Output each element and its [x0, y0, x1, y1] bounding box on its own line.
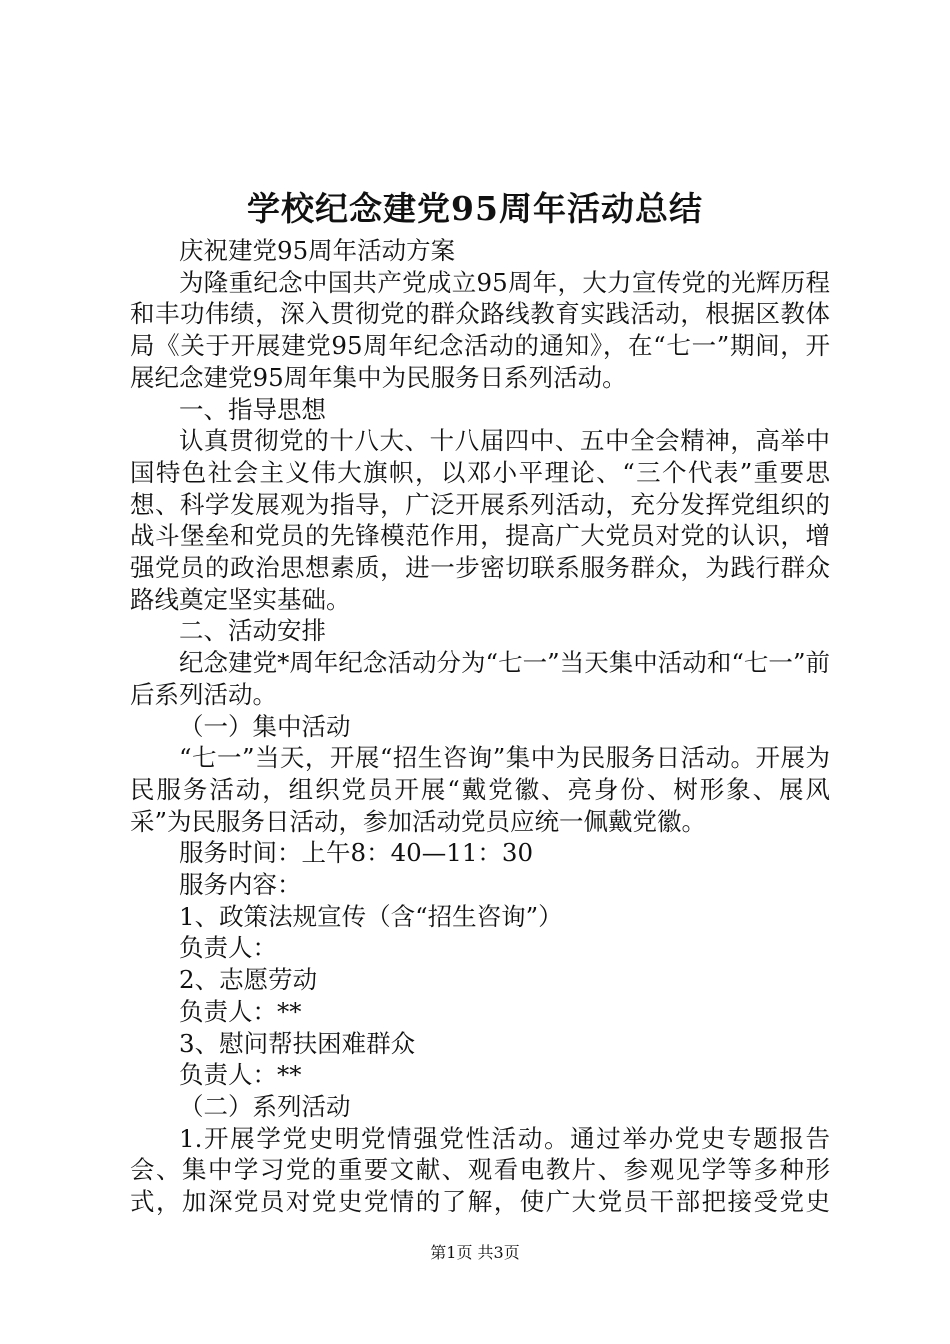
paragraph-service-content: 服务内容：: [179, 870, 302, 900]
list-item-volunteer: 2、志愿劳动: [179, 965, 318, 995]
paragraph-centralized-activity: “七一”当天，开展“招生咨询”集中为民服务日活动。开展为民服务活动，组织党员开展“戴党徽、亮身份、树形象、展风采”为民服务日活动，参加活动党员应统一佩戴党徽。: [130, 743, 830, 836]
list-item-condolence: 3、慰问帮扶困难群众: [179, 1028, 416, 1058]
heading-guiding-thought: 一、指导思想: [179, 394, 326, 424]
document-title: 学校纪念建党95周年活动总结: [247, 189, 703, 228]
paragraph-guiding-thought: 认真贯彻党的十八大、十八届四中、五中全会精神，高举中国特色社会主义伟大旗帜，以邓小平理论、“三个代表”重要思想、科学发展观为指导，广泛开展系列活动，充分发挥党组织的战斗堡垒和党员的先锋模范作用，提高广大党员对党的认识，增强党员的政治思想素质，进一步密切联系服务群众，为践行群众路线奠定坚实基础。: [130, 426, 830, 614]
heading-centralized-activity: （一）集中活动: [179, 711, 351, 741]
document-body: [130, 235, 830, 1218]
paragraph-activity-overview: 纪念建党*周年纪念活动分为“七一”当天集中活动和“七一”前后系列活动。: [130, 648, 830, 709]
paragraph-intro: 为隆重纪念中国共产党成立95周年，大力宣传党的光辉历程和丰功伟绩，深入贯彻党的群众路线教育实践活动，根据区教体局《关于开展建党95周年纪念活动的通知》，在“七一”期间，开展纪念建党95周年集中为民服务日系列活动。: [130, 267, 830, 392]
paragraph-plan-title: 庆祝建党95周年活动方案: [179, 236, 456, 265]
responsible-person: 负责人：**: [179, 996, 302, 1026]
paragraph-series-activity: 1.开展学党史明党情强党性活动。通过举办党史专题报告会、集中学习党的重要文献、观看电教片、参观见学等多种形式，加深党员对党史党情的了解，使广大党员干部把接受党史: [130, 1123, 830, 1217]
responsible-person: 负责人：**: [179, 1060, 302, 1090]
responsible-person: 负责人：: [179, 933, 277, 963]
list-item-policy: 1、政策法规宣传（含“招生咨询”）: [179, 901, 563, 931]
page-footer: 第1页 共3页: [430, 1243, 520, 1262]
heading-activity-arrangement: 二、活动安排: [179, 616, 326, 646]
paragraph-service-time: 服务时间：上午8：40—11：30: [179, 838, 534, 868]
heading-series-activity: （二）系列活动: [179, 1091, 351, 1121]
